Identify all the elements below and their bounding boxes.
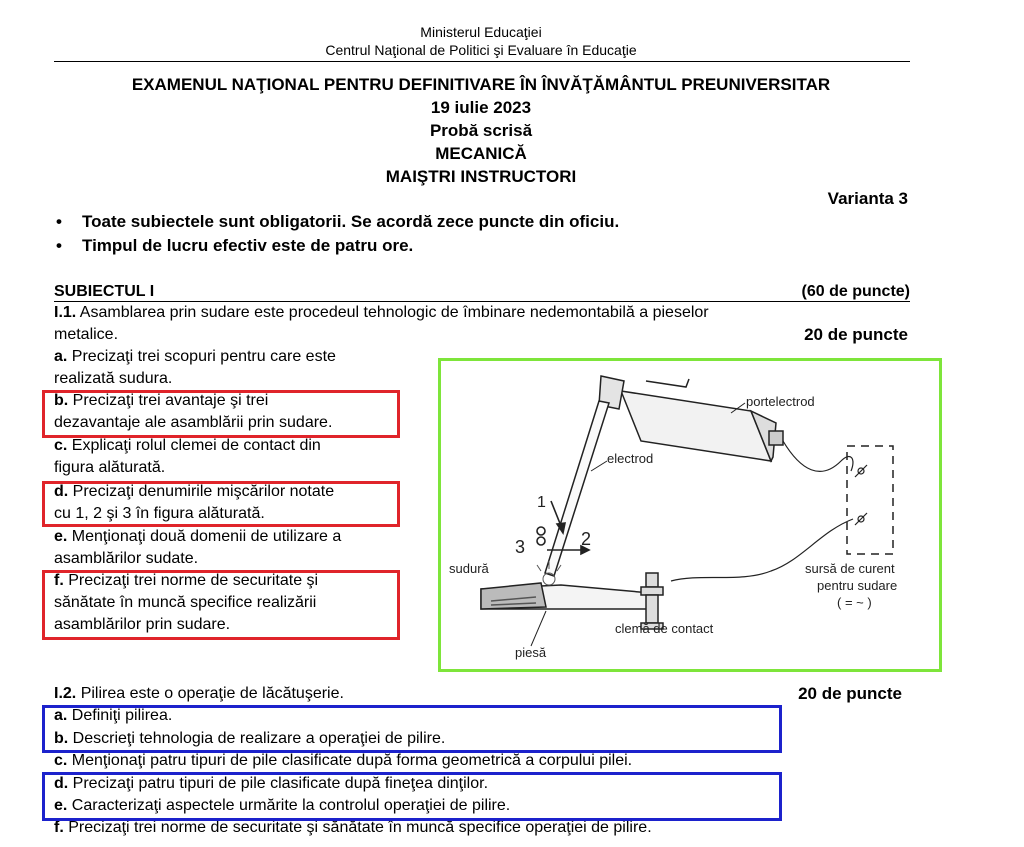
holder-cable — [783, 441, 853, 471]
exam-subject: MECANICĂ — [435, 144, 527, 163]
exam-title: EXAMENUL NAŢIONAL PENTRU DEFINITIVARE ÎN ÎNVĂŢĂMÂNTUL PREUNIVERSITAR — [131, 75, 831, 94]
label-portelectrod: portelectrod — [746, 394, 815, 409]
electrode-holder — [599, 376, 783, 461]
highlight-box-de — [42, 772, 782, 821]
exam-audience: MAIŞTRI INSTRUCTORI — [385, 167, 577, 186]
label-electrod: electrod — [607, 451, 654, 466]
q2-intro: I.2. Pilirea este o operaţie de lăcătuşerie. — [54, 685, 344, 702]
q2-item-d: d. Precizaţi patru tipuri de pile clasificate după fineţea dinţilor. — [54, 775, 489, 792]
header-rule — [54, 61, 910, 62]
highlight-box-f — [42, 570, 400, 640]
q1-item-c: c. Explicaţi rolul clemei de contact din figura alăturată. — [54, 437, 321, 476]
q1-points: 20 de puncte — [804, 325, 908, 344]
q1-intro-cont: metalice. — [54, 326, 119, 343]
label-sursa-2: pentru sudare — [817, 578, 898, 593]
section-heading: SUBIECTUL I (60 de puncte) — [54, 283, 910, 300]
current-source-box — [847, 446, 893, 554]
variant-label: Varianta 3 — [827, 189, 908, 208]
label-motion-3: 3 — [515, 537, 526, 557]
highlight-box-ab — [42, 705, 782, 753]
ministry-name: Ministerul Educaţiei — [420, 24, 542, 40]
welding-figure-frame — [438, 358, 942, 672]
q2-item-a: a. Definiţi pilirea. — [54, 707, 173, 724]
label-clema: clemă de contact — [615, 621, 714, 636]
workpiece — [481, 583, 651, 609]
welding-figure — [441, 361, 939, 669]
label-piesa: piesă — [515, 645, 547, 660]
highlight-box-b — [42, 390, 400, 438]
exam-date: 19 iulie 2023 — [430, 98, 532, 117]
q2-item-c: c. Menţionaţi patru tipuri de pile clasificate după forma geometrică a corpului pilei. — [54, 752, 633, 769]
q1-item-a: a. Precizaţi trei scopuri pentru care este realizată sudura. — [54, 348, 336, 387]
q1-item-d: d. Precizaţi denumirile mişcărilor notate cu 1, 2 şi 3 în figura alăturată. — [54, 483, 335, 522]
q2-points: 20 de puncte — [798, 684, 902, 703]
q1-intro: I.1. Asamblarea prin sudare este procedeul tehnologic de îmbinare nedemontabilă a pieselor — [54, 304, 709, 321]
q2-item-b: b. Descrieţi tehnologia de realizare a operaţiei de pilire. — [54, 730, 446, 747]
q1-item-e: e. Menţionaţi două domenii de utilizare a asamblărilor sudate. — [54, 528, 342, 567]
instruction-1: • Toate subiectele sunt obligatorii. Se acordă zece puncte din oficiu. — [56, 212, 620, 231]
label-sudura: sudură — [449, 561, 489, 576]
label-sursa-1: sursă de curent — [805, 561, 895, 576]
label-motion-1: 1 — [537, 494, 546, 511]
center-name: Centrul Naţional de Politici şi Evaluare în Educaţie — [325, 42, 637, 58]
exam-proba: Probă scrisă — [429, 121, 533, 140]
source-terminals — [855, 465, 867, 525]
instruction-2: • Timpul de lucru efectiv este de patru ore. — [56, 236, 414, 255]
highlight-box-d — [42, 481, 400, 527]
label-motion-2: 2 — [581, 529, 592, 549]
q1-item-b: b. Precizaţi trei avantaje şi trei dezavantaje ale asamblării prin sudare. — [54, 392, 333, 431]
q2-item-e: e. Caracterizaţi aspectele urmărite la controlul operaţiei de pilire. — [54, 797, 511, 814]
label-sursa-3: ( = ~ ) — [837, 595, 872, 610]
q2-item-f: f. Precizaţi trei norme de securitate şi sănătate în muncă specifice operaţiei de pilire. — [54, 819, 652, 836]
q1-item-f: f. Precizaţi trei norme de securitate şi sănătate în muncă specifice realizării asamblărilor prin sudare. — [54, 572, 319, 633]
